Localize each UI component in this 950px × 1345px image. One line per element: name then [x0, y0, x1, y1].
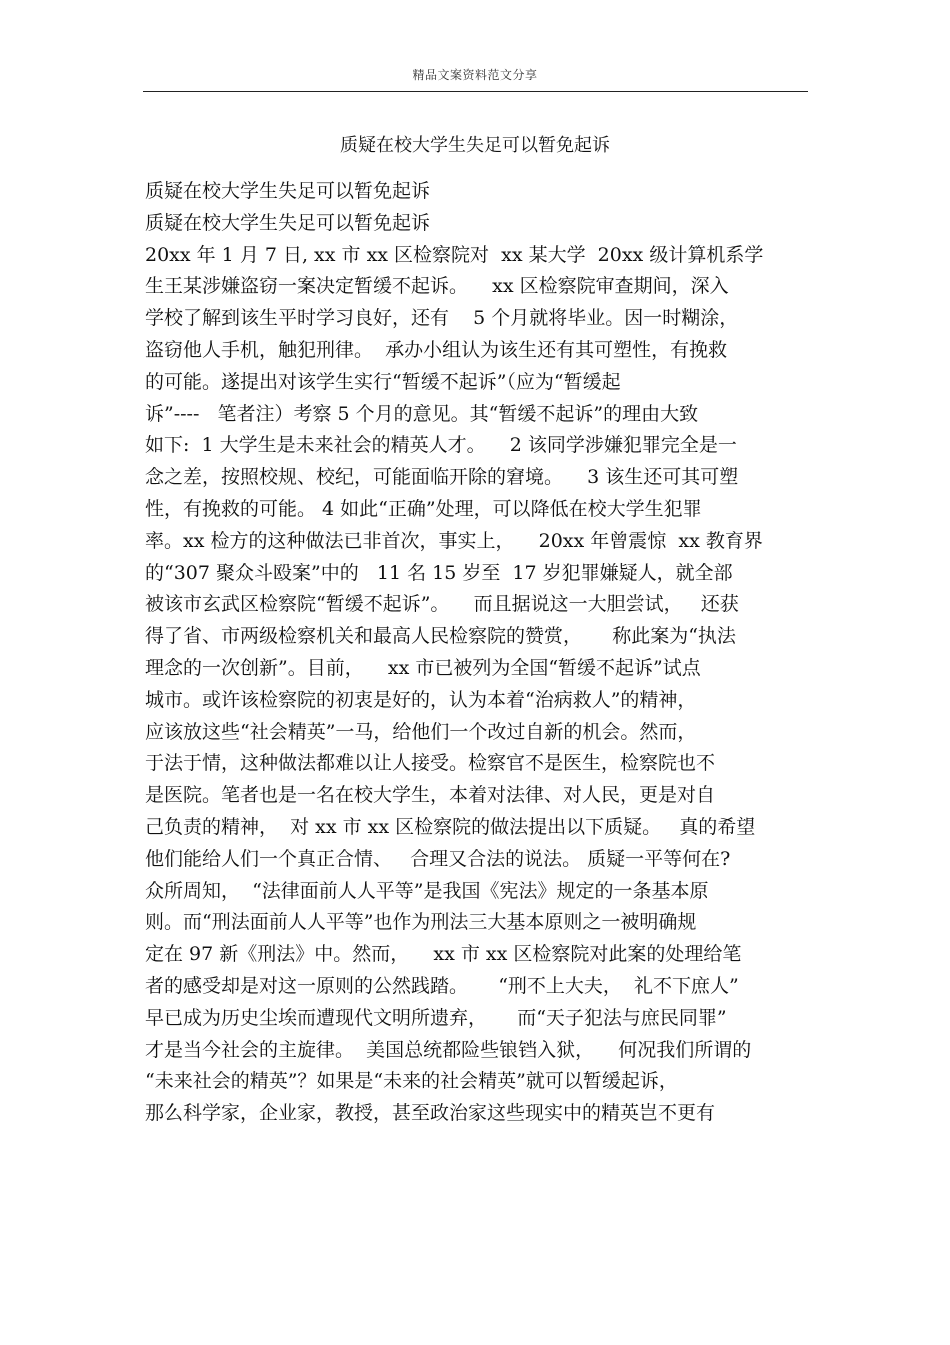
body-line: 20xx 年 1 月 7 日, xx 市 xx 区检察院对 xx 某大学 20xx 级计算机系学 — [145, 243, 764, 266]
body-line: 是医院。笔者也是一名在校大学生，本着对法律、对人民，更是对自 — [145, 784, 716, 807]
body-line: 诉”---- 笔者注）考察 5 个月的意见。其“暂缓不起诉”的理由大致 — [145, 402, 699, 425]
body-line: 理念的一次创新”。目前， xx 市已被列为全国“暂缓不起诉”试点 — [145, 656, 701, 679]
body-line: 被该市玄武区检察院“暂缓不起诉”。 而且据说这一大胆尝试， 还获 — [145, 593, 739, 616]
page-header-text: 精品文案资料范文分享 — [412, 68, 538, 82]
body-line: 得了省、市两级检察机关和最高人民检察院的赞赏， 称此案为“执法 — [145, 625, 736, 648]
body-line: 于法于情，这种做法都难以让人接受。检察官不是医生，检察院也不 — [145, 752, 716, 775]
body-line: 学校了解到该生平时学习良好，还有 5 个月就将毕业。因一时糊涂， — [145, 307, 739, 330]
body-line: 定在 97 新《刑法》中。然而， xx 市 xx 区检察院对此案的处理给笔 — [145, 943, 742, 966]
body-line: 应该放这些“社会精英”一马，给他们一个改过自新的机会。然而， — [145, 720, 697, 743]
document-body — [145, 176, 810, 1130]
body-line: 盗窃他人手机，触犯刑律。 承办小组认为该生还有其可塑性，有挽救 — [145, 338, 728, 361]
body-line: 城市。或许该检察院的初衷是好的，认为本着“治病救人”的精神， — [145, 688, 697, 711]
body-line: 那么科学家，企业家，教授，甚至政治家这些现实中的精英岂不更有 — [145, 1102, 716, 1125]
document-title: 质疑在校大学生失足可以暂免起诉 — [340, 135, 610, 156]
body-line: 己负责的精神， 对 xx 市 xx 区检察院的做法提出以下质疑。 真的希望 — [145, 815, 756, 838]
header-divider — [143, 91, 808, 92]
body-line: 质疑在校大学生失足可以暂免起诉 — [145, 180, 431, 202]
body-line: 的“307 聚众斗殴案”中的 11 名 15 岁至 17 岁犯罪嫌疑人，就全部 — [145, 561, 733, 584]
body-line: 率。xx 检方的这种做法已非首次，事实上， 20xx 年曾震惊 xx 教育界 — [145, 529, 763, 552]
body-line: 质疑在校大学生失足可以暂免起诉 — [145, 211, 431, 234]
body-line: “未来社会的精英”？如果是“未来的社会精英”就可以暂缓起诉， — [145, 1070, 678, 1093]
body-line: 他们能给人们一个真正合情、 合理又合法的说法。 质疑一平等何在? — [145, 847, 731, 870]
body-line: 性，有挽救的可能。 4 如此“正确”处理，可以降低在校大学生犯罪 — [145, 497, 702, 520]
body-line: 如下: 1 大学生是未来社会的精英人才。 2 该同学涉嫌犯罪完全是一 — [145, 434, 737, 457]
body-line: 才是当今社会的主旋律。 美国总统都险些锒铛入狱， 何况我们所谓的 — [145, 1038, 752, 1061]
body-line: 念之差，按照校规、校纪，可能面临开除的窘境。 3 该生还可其可塑 — [145, 466, 739, 489]
body-line: 则。而“刑法面前人人平等”也作为刑法三大基本原则之一被明确规 — [145, 911, 697, 934]
body-line: 生王某涉嫌盗窃一案决定暂缓不起诉。 xx 区检察院审查期间，深入 — [145, 275, 729, 298]
body-line: 众所周知， “法律面前人人平等”是我国《宪法》规定的一条基本原 — [145, 879, 709, 902]
body-line: 早已成为历史尘埃而遭现代文明所遗弃， 而“天子犯法与庶民同罪” — [145, 1006, 727, 1029]
body-line: 者的感受却是对这一原则的公然践踏。 “刑不上大夫， 礼不下庶人” — [145, 974, 739, 997]
body-line: 的可能。遂提出对该学生实行“暂缓不起诉”（应为“暂缓起 — [145, 370, 621, 393]
